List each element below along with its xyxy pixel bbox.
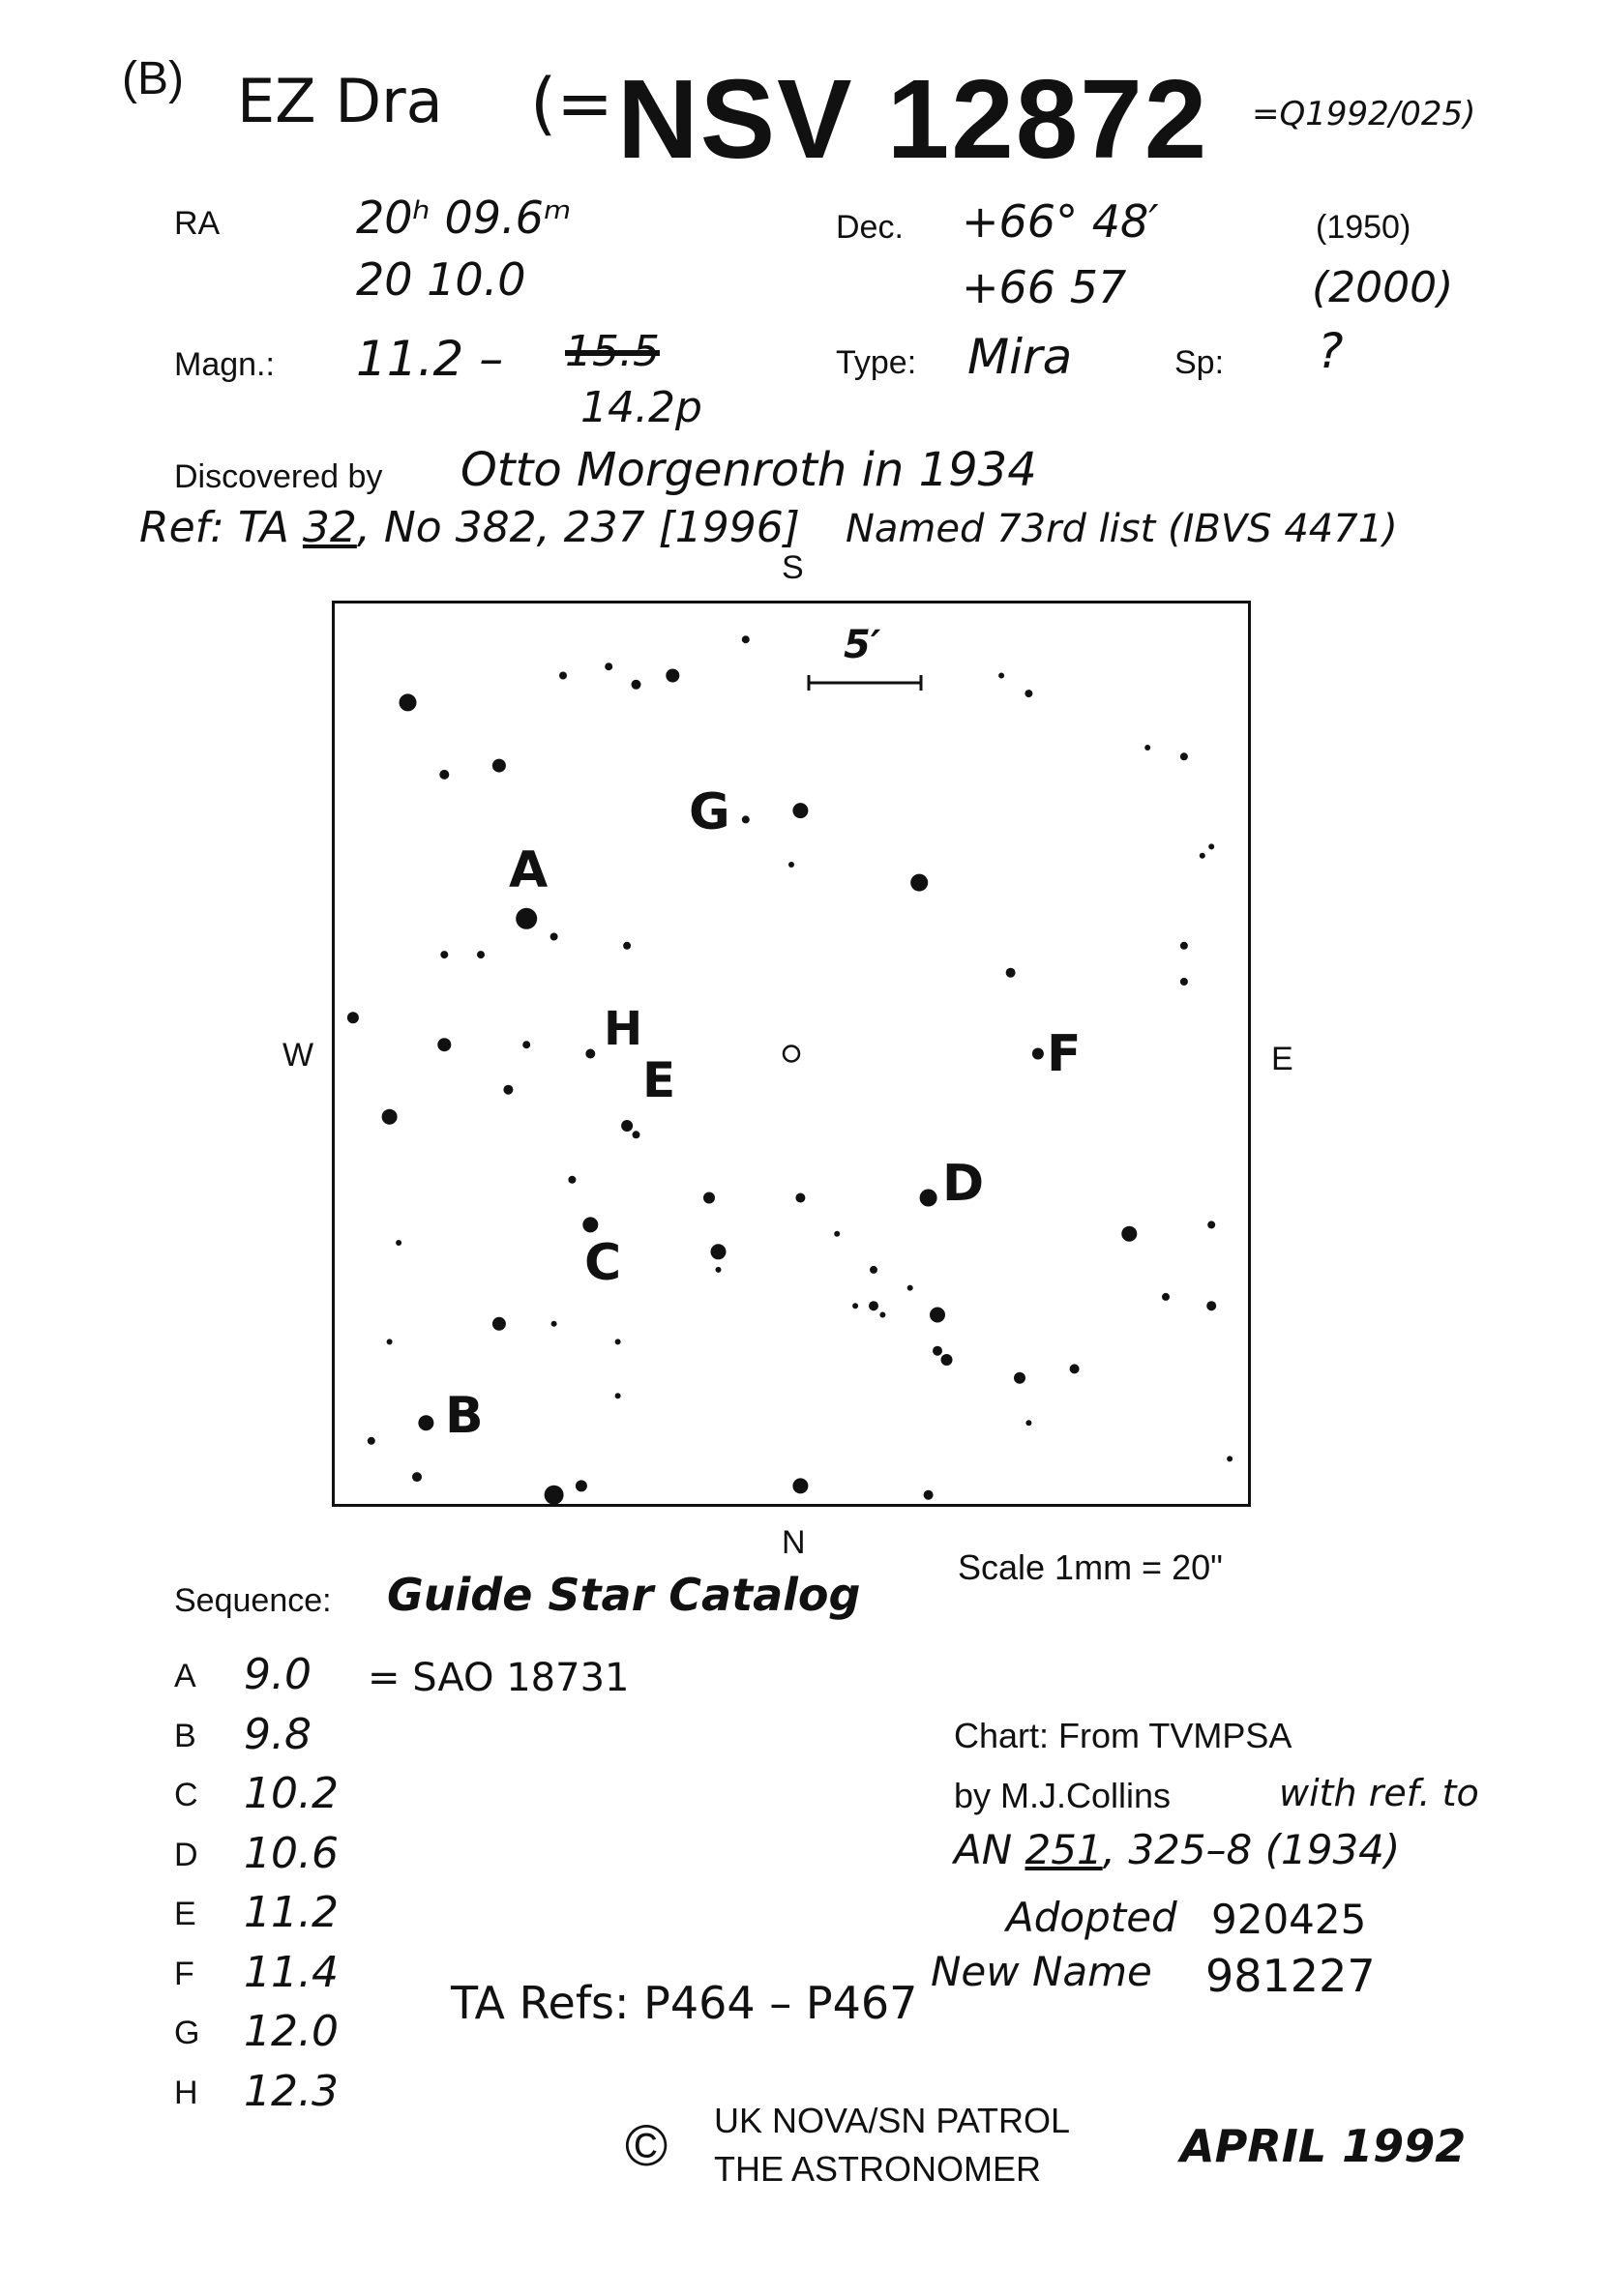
variable-star-marker: [784, 1046, 799, 1062]
an-prefix: AN: [954, 1826, 1025, 1873]
field-star: [522, 1041, 530, 1048]
sequence-letter: B: [174, 1717, 196, 1754]
sequence-magnitude: 9.0: [244, 1650, 312, 1699]
ra-1950: 20ʰ 09.6ᵐ: [356, 191, 572, 244]
field-star: [585, 1049, 595, 1059]
finder-chart: [332, 601, 1251, 1507]
field-star: [930, 1308, 945, 1323]
field-star: [1208, 843, 1214, 849]
field-star: [666, 669, 679, 683]
field-star: [1162, 1293, 1170, 1301]
field-star: [1070, 1364, 1080, 1373]
adopted-label: Adopted: [1006, 1894, 1177, 1941]
field-star: [1206, 1301, 1216, 1310]
field-star: [1025, 1420, 1031, 1426]
sequence-note: = SAO 18731: [368, 1656, 630, 1700]
ta-references: TA Refs: P464 – P467: [451, 1977, 918, 2029]
an-reference: [954, 1826, 1400, 1873]
north-marker: N: [782, 1524, 806, 1561]
label-C: C: [584, 1234, 622, 1292]
chart-date: APRIL 1992: [1180, 2120, 1467, 2172]
field-star: [550, 933, 558, 941]
field-star: [516, 908, 537, 929]
field-star: [795, 1193, 805, 1203]
ref-prefix: Ref: TA: [139, 503, 303, 552]
organization-line2: THE ASTRONOMER: [714, 2149, 1042, 2189]
adopted-value: 920425: [1211, 1896, 1367, 1943]
new-name-value: 981227: [1205, 1950, 1376, 2002]
field-star: [910, 874, 928, 892]
field-star: [1180, 978, 1188, 986]
named-list: Named 73rd list (IBVS 4471): [846, 507, 1398, 551]
field-star: [852, 1303, 858, 1309]
field-star: [605, 662, 612, 670]
field-star: [792, 803, 808, 818]
field-star: [933, 1346, 942, 1356]
field-star: [1014, 1372, 1025, 1384]
west-marker: W: [282, 1037, 314, 1074]
sequence-source: Guide Star Catalog: [387, 1569, 861, 1621]
east-marker: E: [1271, 1041, 1293, 1077]
field-star: [711, 1244, 727, 1259]
field-star: [632, 680, 641, 690]
field-star: [941, 1354, 953, 1366]
dec-2000: +66 57: [962, 261, 1127, 313]
sequence-letter: G: [174, 2015, 200, 2051]
field-star: [716, 1267, 722, 1273]
organization-line1: UK NOVA/SN PATROL: [714, 2101, 1071, 2140]
field-star: [576, 1480, 587, 1491]
field-star: [582, 1217, 598, 1232]
reference-line: [139, 503, 800, 552]
discoverer: Otto Morgenroth in 1934: [460, 443, 1037, 497]
ra-2000: 20 10.0: [356, 253, 526, 306]
ra-label: RA: [174, 205, 221, 242]
field-star: [400, 693, 417, 711]
star-name: EZ Dra: [237, 66, 443, 136]
dec-1950: +66° 48′: [962, 195, 1159, 248]
field-star: [396, 1240, 401, 1246]
field-star: [1032, 1048, 1044, 1060]
ref-volume: 32: [302, 503, 357, 552]
scale-text: Scale 1mm = 20": [958, 1547, 1223, 1587]
field-star: [920, 1190, 937, 1207]
label-E: E: [642, 1052, 676, 1108]
field-star: [788, 862, 794, 868]
field-star: [559, 672, 567, 680]
field-star: [907, 1285, 913, 1291]
field-star: [615, 1393, 621, 1398]
field-star: [1121, 1226, 1137, 1242]
sequence-magnitude: 10.6: [244, 1828, 339, 1878]
field-star: [477, 951, 485, 958]
field-star: [869, 1301, 878, 1310]
copyright-symbol: ©: [625, 2113, 668, 2178]
field-star: [1180, 942, 1188, 950]
sequence-label: Sequence:: [174, 1582, 332, 1619]
epoch-2000: (2000): [1312, 263, 1454, 312]
sequence-magnitude: 9.8: [244, 1709, 312, 1759]
field-star: [545, 1486, 564, 1504]
field-star: [1227, 1456, 1233, 1461]
alternate-id: =Q1992/025): [1252, 95, 1476, 133]
field-star: [387, 1339, 393, 1344]
label-G: G: [689, 783, 730, 841]
sequence-magnitude: 12.3: [244, 2066, 339, 2116]
sequence-letter: H: [174, 2074, 198, 2111]
chart-letter: (B): [122, 53, 184, 104]
field-star: [879, 1312, 885, 1318]
discovered-label: Discovered by: [174, 458, 383, 495]
field-star: [742, 635, 750, 643]
sequence-magnitude: 11.4: [244, 1947, 339, 1997]
an-volume: 251: [1025, 1826, 1103, 1873]
field-star: [492, 759, 506, 773]
nsv-designation: NSV 12872: [617, 56, 1209, 182]
variable-type: Mira: [967, 329, 1073, 385]
field-star: [623, 942, 631, 950]
dec-label: Dec.: [836, 209, 904, 246]
field-star: [382, 1109, 398, 1125]
sequence-magnitude: 10.2: [244, 1769, 339, 1818]
field-star: [551, 1321, 557, 1327]
field-star: [615, 1339, 621, 1344]
south-marker: S: [782, 549, 804, 586]
sequence-letter: C: [174, 1777, 198, 1813]
field-star: [1207, 1221, 1215, 1228]
new-name-label: New Name: [931, 1948, 1152, 1995]
label-B: B: [445, 1387, 484, 1445]
field-star: [633, 1131, 640, 1138]
field-star: [439, 770, 449, 780]
magnitude-max: 11.2 –: [356, 331, 504, 387]
sequence-magnitude: 11.2: [244, 1888, 339, 1937]
field-star: [418, 1415, 433, 1430]
star-field: [335, 603, 1248, 1504]
field-star: [347, 1012, 359, 1023]
field-star: [440, 951, 448, 958]
field-star: [998, 673, 1004, 679]
field-star: [412, 1472, 422, 1482]
field-star: [621, 1120, 633, 1132]
scale-bar-label: 5′: [844, 623, 881, 667]
field-star: [492, 1317, 506, 1331]
epoch-1950: (1950): [1316, 209, 1411, 246]
field-star: [568, 1176, 576, 1184]
magnitude-struck: 15.5: [565, 327, 660, 376]
field-star: [792, 1478, 808, 1493]
chart-source: Chart: From TVMPSA: [954, 1716, 1292, 1755]
field-star: [503, 1085, 513, 1095]
sp-label: Sp:: [1174, 344, 1225, 381]
sequence-letter: A: [174, 1658, 196, 1694]
field-star: [437, 1038, 451, 1051]
label-D: D: [942, 1155, 985, 1213]
label-F: F: [1047, 1025, 1082, 1083]
field-star: [1200, 853, 1205, 859]
ref-rest: , No 382, 237 [1996]: [356, 503, 800, 552]
field-star: [1006, 968, 1016, 978]
chart-author: by M.J.Collins: [954, 1776, 1172, 1815]
label-H: H: [604, 1002, 643, 1056]
magn-label: Magn.:: [174, 346, 275, 383]
sequence-letter: E: [174, 1896, 196, 1932]
an-rest: , 325–8 (1934): [1102, 1826, 1401, 1873]
field-star: [742, 815, 750, 823]
field-star: [1025, 690, 1032, 697]
field-star: [368, 1437, 375, 1445]
field-star: [1144, 745, 1150, 751]
sequence-letter: D: [174, 1836, 198, 1873]
spectrum: ?: [1318, 323, 1344, 379]
equals-open: (=: [530, 64, 613, 143]
field-star: [1180, 752, 1188, 760]
field-star: [703, 1192, 715, 1204]
field-star: [834, 1231, 840, 1237]
ref-note: with ref. to: [1279, 1772, 1479, 1814]
sequence-letter: F: [174, 1955, 194, 1992]
field-star: [924, 1490, 934, 1500]
label-A: A: [509, 841, 549, 899]
field-star: [870, 1266, 877, 1274]
sequence-magnitude: 12.0: [244, 2007, 339, 2056]
type-label: Type:: [836, 344, 917, 381]
magnitude-min: 14.2p: [580, 383, 702, 432]
